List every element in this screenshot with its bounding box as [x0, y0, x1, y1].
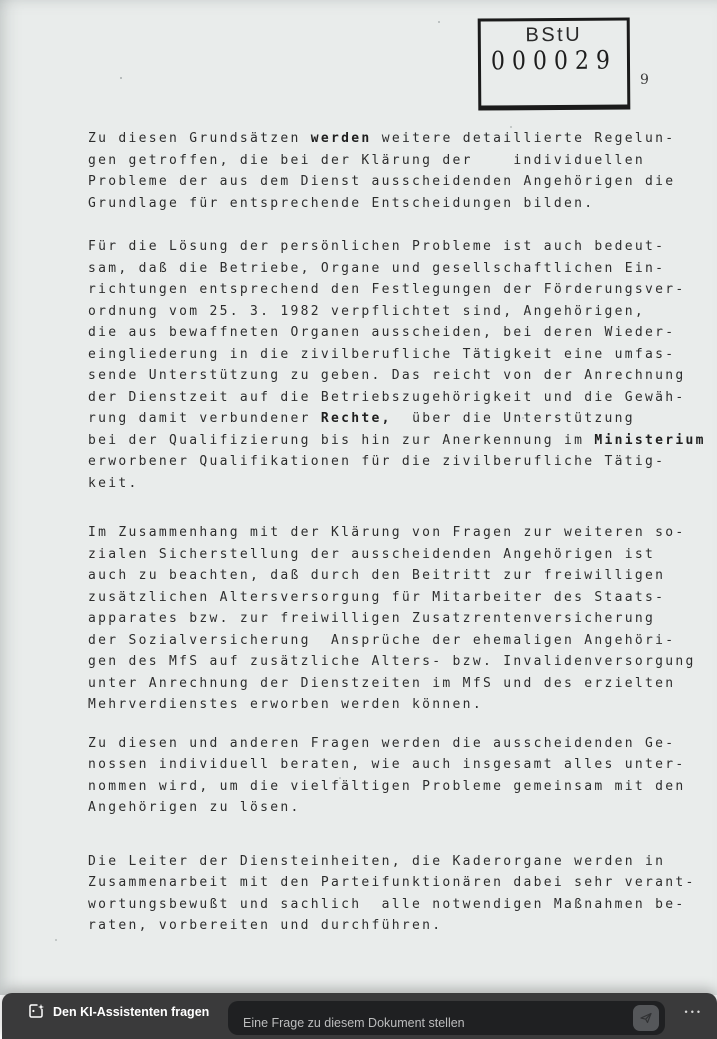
paragraph — [88, 522, 708, 716]
ai-assistant-bar — [2, 993, 717, 1039]
text-line: eingliederung in die zivilberufliche Tätigkeit eine umfas- — [88, 346, 676, 362]
text-line: der Sozialversicherung Ansprüche der ehemaligen Angehöri- — [88, 632, 676, 648]
send-question-button[interactable] — [633, 1005, 659, 1031]
document-text — [88, 128, 708, 937]
text-line: Die Leiter der Diensteinheiten, die Kaderorgane werden in — [88, 853, 666, 869]
text-line: zusätzlichen Altersversorgung für Mitarbeiter des Staats- — [88, 589, 666, 605]
text-line: ordnung vom 25. 3. 1982 verpflichtet sind, Angehörigen, — [88, 303, 645, 319]
text-line: Im Zusammenhang mit der Klärung von Fragen zur weiteren so- — [88, 525, 686, 540]
text-line: sam, daß die Betriebe, Organe und gesellschaftlichen Ein- — [88, 260, 666, 276]
text-line: Angehörigen zu lösen. — [88, 800, 301, 815]
text-line: keit. — [88, 475, 139, 491]
text-line: Probleme der aus dem Dienst ausscheidenden Angehörigen die — [88, 174, 676, 189]
stamp-number: 000029 — [490, 46, 618, 77]
text-line: bei der Qualifizierung bis hin zur Anerkennung im Ministerium — [88, 432, 706, 448]
more-options-button[interactable]: ••• — [684, 1007, 703, 1017]
text-line: gen des MfS auf zusätzliche Alters- bzw. Invalidenversorgung — [88, 654, 696, 669]
ai-assistant-icon — [28, 1003, 45, 1020]
text-line: Zusammenarbeit mit den Parteifunktionären dabei sehr verant- — [88, 875, 696, 890]
text-line: auch zu beachten, daß durch den Beitritt zur freiwilligen — [88, 568, 666, 583]
text-line: gen getroffen, die bei der Klärung der individuellen — [88, 152, 645, 168]
text-line: zialen Sicherstellung der ausscheidenden Angehörigen ist — [88, 546, 656, 562]
text-line: apparates bzw. zur freiwilligen Zusatzrentenversicherung — [88, 611, 656, 626]
text-line: Mehrverdienstes erworben werden können. — [88, 697, 483, 712]
text-line: unter Anrechnung der Dienstzeiten im MfS und des erzielten — [88, 675, 676, 691]
text-line: Zu diesen Grundsätzen werden weitere detaillierte Regelun- — [88, 131, 676, 146]
paragraph — [88, 851, 708, 937]
paragraph — [88, 236, 708, 494]
text-line: rung damit verbundener Rechte, über die Unterstützung — [88, 411, 635, 426]
paragraph — [88, 128, 708, 214]
text-line: wortungsbewußt und sachlich alle notwendigen Maßnahmen be- — [88, 896, 686, 912]
bstu-stamp — [478, 17, 631, 110]
ai-question-field-wrap — [228, 1001, 665, 1035]
paragraph — [88, 733, 708, 819]
text-line: nossen individuell beraten, wie auch insgesamt alles unter- — [88, 757, 686, 772]
text-line: raten, vorbereiten und durchführen. — [88, 918, 443, 933]
stamp-title: BStU — [525, 23, 583, 47]
text-line: erworbener Qualifikationen für die zivilberufliche Tätig- — [88, 454, 666, 469]
text-line: Zu diesen und anderen Fragen werden die ausscheidenden Ge- — [88, 735, 676, 751]
ask-ai-assistant-button[interactable] — [28, 1003, 209, 1020]
text-line: richtungen entsprechend den Festlegungen der Förderungsver- — [88, 282, 686, 297]
handwritten-page-number: 9 — [640, 72, 649, 88]
text-line: nommen wird, um die vielfältigen Probleme gemeinsam mit den — [88, 778, 686, 794]
text-line: die aus bewaffneten Organen ausscheiden, bei deren Wieder- — [88, 325, 676, 340]
text-line: Für die Lösung der persönlichen Probleme ist auch bedeut- — [88, 239, 666, 254]
text-line: Grundlage für entsprechende Entscheidungen bilden. — [88, 195, 595, 211]
send-plane-icon — [639, 1011, 653, 1025]
text-line: der Dienstzeit auf die Betriebszugehörigkeit und die Gewäh- — [88, 389, 686, 405]
ai-question-input[interactable] — [228, 1001, 665, 1035]
ask-ai-assistant-label: Den KI-Assistenten fragen — [53, 1004, 210, 1019]
text-line: sende Unterstützung zu geben. Das reicht von der Anrechnung — [88, 368, 686, 383]
scan-noise — [120, 77, 122, 79]
